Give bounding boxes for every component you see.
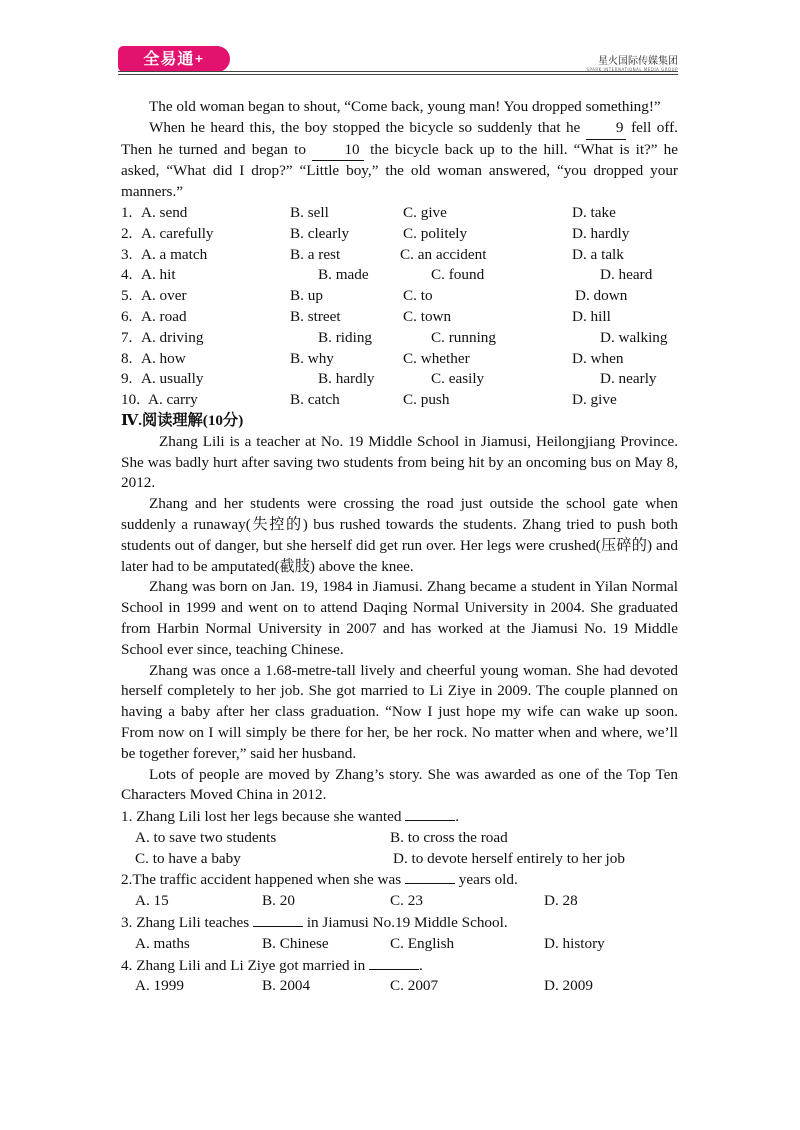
cloze-text-c: the bicycle back up to the hill. “What is it?” he asked, “What did I drop?” “Little boy,” the old woman answered, “you dropped your manners.” <box>121 140 678 201</box>
cloze-option-row <box>121 224 678 245</box>
blank-9: 9 <box>586 118 626 140</box>
question-option: C. 2007 <box>390 977 439 995</box>
brand-name-en: SPARK INTERNATIONAL MEDIA GROUP <box>586 67 678 72</box>
cloze-option-row <box>121 369 678 390</box>
option-d: D. take <box>572 203 616 221</box>
option-d: D. heard <box>600 266 653 284</box>
option-a: A. carry <box>148 391 198 409</box>
reading-paragraph-2: Zhang and her students were crossing the road just outside the school gate when suddenly a runaway(失控的) bus rushed towards the students. Zhang tried to push both students out of danger, but she herself did get run over. Her legs were crushed(压碎的) and later had to be amputated(截肢) above the knee. <box>121 495 678 575</box>
option-c: C. running <box>431 328 496 346</box>
reading-questions <box>121 806 678 997</box>
question-option: C. 23 <box>390 892 423 910</box>
question-option: B. Chinese <box>262 934 329 952</box>
cloze-option-row <box>121 265 678 286</box>
question-text: 1. Zhang Lili lost her legs because she wanted <box>121 808 406 826</box>
option-d: D. down <box>575 287 628 305</box>
document-body <box>121 97 678 997</box>
option-d: D. walking <box>600 328 668 346</box>
page-header <box>0 0 800 80</box>
question-text-end: in Jiamusi No.19 Middle School. <box>303 914 508 932</box>
answer-blank <box>253 912 303 927</box>
option-a: A. carefully <box>141 224 214 242</box>
reading-paragraph-3: Zhang was born on Jan. 19, 1984 in Jiamusi. Zhang became a student in Yilan Normal School in 1999 and went on to attend Daqing Normal University in 2004. She graduated from Harbin Normal University in 2007 and has worked at the Jiamusi No. 19 Middle School ever since, teaching Chinese. <box>121 578 678 658</box>
question-option: A. 1999 <box>135 977 184 995</box>
question-option: A. maths <box>135 934 190 952</box>
question-text: 4. Zhang Lili and Li Ziye got married in <box>121 956 369 974</box>
cloze-option-row <box>121 203 678 224</box>
option-b: B. made <box>318 266 369 284</box>
question-option-row <box>121 934 678 955</box>
question-text: 3. Zhang Lili teaches <box>121 914 254 932</box>
header-rule-thick <box>118 71 678 72</box>
brand-name-cn: 星火国际传媒集团 <box>598 56 678 67</box>
question-number: 1. <box>121 203 133 221</box>
cloze-option-row <box>121 307 678 328</box>
blank-10: 10 <box>312 140 364 162</box>
cloze-paragraph-2 <box>121 118 678 203</box>
option-d: D. give <box>572 391 617 409</box>
brand <box>586 52 678 72</box>
cloze-option-row <box>121 390 678 411</box>
option-b: B. up <box>290 287 323 305</box>
option-a: A. usually <box>141 370 204 388</box>
question-text-end: . <box>455 808 460 826</box>
option-a: A. over <box>141 287 187 305</box>
question-option: D. to devote herself entirely to her job <box>393 849 625 867</box>
question-number: 4. <box>121 266 133 284</box>
option-c: C. whether <box>403 349 470 367</box>
question-option: B. 2004 <box>262 977 311 995</box>
option-c: C. give <box>403 203 447 221</box>
cloze-option-row <box>121 328 678 349</box>
reading-paragraph-1: Zhang Lili is a teacher at No. 19 Middle School in Jiamusi, Heilongjiang Province. She was badly hurt after saving two students from being hit by an oncoming bus on May 8, 2012. <box>121 432 678 492</box>
question-stem <box>121 912 678 934</box>
cloze-text-b: fell off. Then he turned and began to <box>121 118 678 158</box>
question-number: 8. <box>121 349 133 367</box>
logo <box>118 46 230 72</box>
question-stem <box>121 806 678 828</box>
reading-paragraph-4: Zhang was once a 1.68-metre-tall lively and cheerful young woman. She had devoted herself completely to her job. She got married to Li Ziye in 2009. The couple planned on having a baby after her class graduation. “Now I just hope my wife can wake up soon. From now on I will simply be there for her, be her rock. No matter when and where, we’ll be together forever,” said her husband. <box>121 661 678 762</box>
section-title: Ⅳ.阅读理解(10分) <box>121 411 244 429</box>
option-a: A. road <box>141 307 187 325</box>
question-number: 9. <box>121 370 133 388</box>
question-option: C. English <box>390 934 455 952</box>
cloze-option-row <box>121 245 678 266</box>
option-c: C. an accident <box>400 245 487 263</box>
option-d: D. nearly <box>600 370 657 388</box>
option-d: D. hill <box>572 307 611 325</box>
option-c: C. easily <box>431 370 485 388</box>
question-option-row <box>121 828 678 849</box>
question-option: D. 28 <box>544 892 578 910</box>
cloze-options <box>121 203 678 411</box>
question-option-row <box>121 976 678 997</box>
question-option: A. 15 <box>135 892 169 910</box>
option-b: B. a rest <box>290 245 341 263</box>
option-a: A. driving <box>141 328 204 346</box>
question-option: B. to cross the road <box>390 828 508 846</box>
question-option-row <box>121 891 678 912</box>
logo-text: 全易通 <box>143 49 195 68</box>
question-option: B. 20 <box>262 892 295 910</box>
question-stem <box>121 955 678 977</box>
header-rule-thin <box>118 74 678 75</box>
question-option-row <box>121 849 678 870</box>
question-number: 3. <box>121 245 133 263</box>
cloze-option-row <box>121 349 678 370</box>
question-text: 2.The traffic accident happened when she was <box>121 871 405 889</box>
question-option: D. 2009 <box>544 977 593 995</box>
option-d: D. a talk <box>572 245 624 263</box>
question-number: 6. <box>121 307 133 325</box>
option-a: A. a match <box>141 245 208 263</box>
question-text-end: . <box>419 956 423 974</box>
option-c: C. politely <box>403 224 468 242</box>
option-c: C. to <box>403 287 433 305</box>
answer-blank <box>405 806 455 821</box>
question-number: 5. <box>121 287 133 305</box>
question-stem <box>121 869 678 891</box>
question-option: C. to have a baby <box>135 849 241 867</box>
cloze-paragraph-1: The old woman began to shout, “Come back, young man! You dropped something!” <box>149 98 661 115</box>
cloze-option-row <box>121 286 678 307</box>
option-b: B. riding <box>318 328 373 346</box>
option-d: D. when <box>572 349 624 367</box>
question-option: A. to save two students <box>135 828 277 846</box>
answer-blank <box>405 869 455 884</box>
option-b: B. sell <box>290 203 329 221</box>
question-option: D. history <box>544 934 605 952</box>
answer-blank <box>369 955 419 970</box>
logo-plus: + <box>194 52 205 65</box>
option-c: C. town <box>403 307 452 325</box>
option-a: A. send <box>141 203 188 221</box>
option-a: A. how <box>141 349 186 367</box>
option-b: B. why <box>290 349 334 367</box>
option-b: B. street <box>290 307 341 325</box>
option-c: C. push <box>403 391 450 409</box>
question-text-end: years old. <box>454 871 518 889</box>
option-c: C. found <box>431 266 485 284</box>
cloze-text-a: When he heard this, the boy stopped the bicycle so suddenly that he <box>149 118 586 136</box>
question-number: 2. <box>121 224 133 242</box>
reading-paragraph-5: Lots of people are moved by Zhang’s story. She was awarded as one of the Top Ten Characters Moved China in 2012. <box>121 765 678 804</box>
option-d: D. hardly <box>572 224 630 242</box>
option-a: A. hit <box>141 266 176 284</box>
option-b: B. catch <box>290 391 340 409</box>
question-number: 10. <box>121 391 140 409</box>
option-b: B. hardly <box>318 370 375 388</box>
option-b: B. clearly <box>290 224 350 242</box>
question-number: 7. <box>121 328 133 346</box>
